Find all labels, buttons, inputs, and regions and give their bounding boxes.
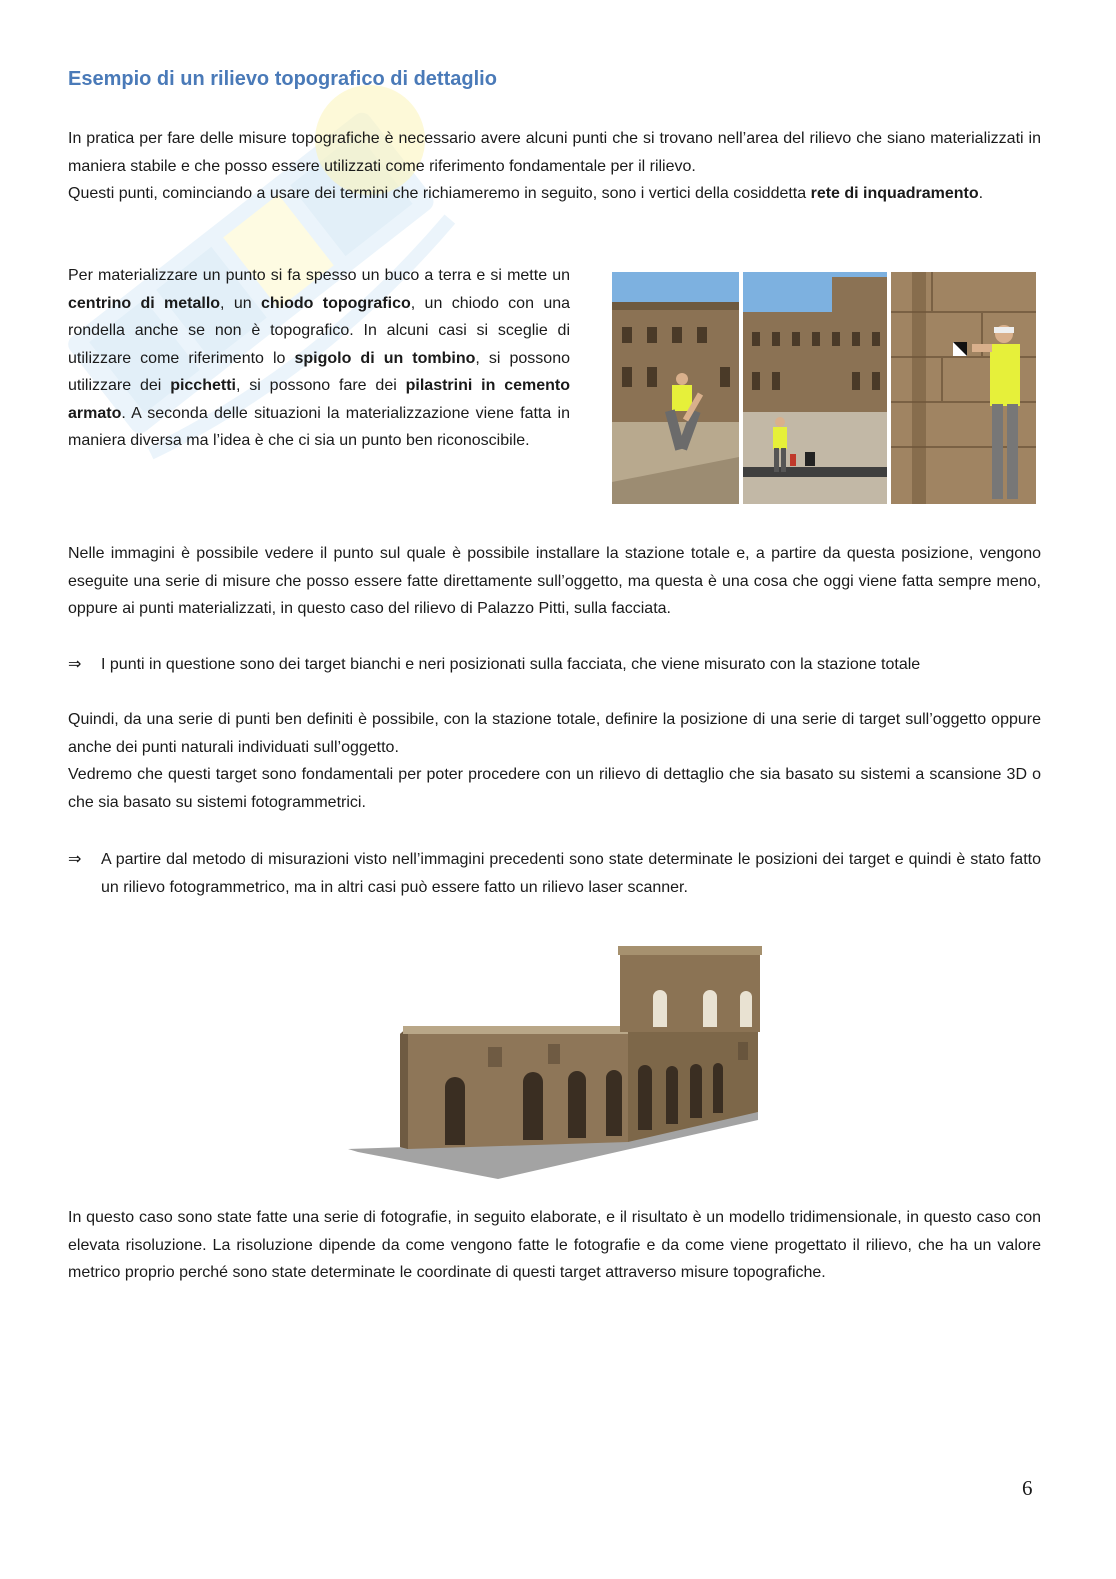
bold-term: chiodo topografico	[260, 294, 411, 312]
bold-term: pilastrini in cemento armato	[68, 377, 571, 422]
intro-paragraph-1: In pratica per fare delle misure topografiche è necessario avere alcuni punti che si trovano nell’area del rilievo che siano materializzati in maniera stabile e che posso essere utilizzati come riferimento fondamentale per il rilievo.	[68, 130, 1041, 175]
text-span: . A seconda delle situazioni la materializzazione viene fatta in maniera diversa ma l’idea è che ci sia un punto ben riconoscibile.	[68, 404, 570, 449]
bold-term: centrino di metallo	[68, 294, 221, 312]
intro-bold-term: rete di inquadramento	[810, 185, 979, 202]
text-span: Per materializzare un punto si fa spesso un buco a terra e si mette un	[68, 267, 570, 284]
vedremo-paragraph: Vedremo che questi target sono fondamentali per poter procedere con un rilievo di dettaglio che sia basato su sistemi a scansione 3D o che sia basato su sistemi fotogrammetrici.	[68, 766, 1041, 811]
arrow-bullet-text: A partire dal metodo di misurazioni visto nell’immagini precedenti sono state determinate le posizioni dei target e quindi è stato fatto un rilievo fotogrammetrico, ma in altri casi può essere fatto un rilievo laser scanner.	[101, 851, 1041, 896]
photo-operator-ground	[612, 272, 739, 504]
photogrammetric-model	[348, 942, 768, 1182]
arrow-bullet-1	[68, 651, 1041, 679]
page-heading: Esempio di un rilievo topografico di dettaglio	[68, 68, 497, 90]
arrow-right-icon: ⇒	[68, 851, 82, 868]
photo-target-facade	[891, 272, 1036, 504]
intro-paragraph-2	[68, 180, 1041, 208]
text-span: , un	[220, 294, 261, 312]
intro-text: Questi punti, cominciando a usare dei termini che richiameremo in seguito, sono i vertici della cosiddetta	[68, 185, 811, 202]
final-paragraph: In questo caso sono state fatte una serie di fotografie, in seguito elaborate, e il risultato è un modello tridimensionale, in questo caso con elevata risoluzione. La risoluzione dipende da come vengono fatte le fotografie e da come viene progettato il rilievo, che ha un valore metrico proprio perché sono state determinate le coordinate di questi target attraverso misure topografiche.	[68, 1209, 1041, 1281]
text-span: , si possono utilizzare dei	[68, 349, 571, 394]
arrow-bullet-2	[68, 846, 1041, 901]
images-paragraph: Nelle immagini è possibile vedere il punto sul quale è possibile installare la stazione totale e, a partire da questa posizione, vengono eseguite una serie di misure che posso essere fatte direttamente sull’oggetto, ma questa è una cosa che oggi viene fatta sempre meno, oppure ai punti materializzati, in questo caso del rilievo di Palazzo Pitti, sulla facciata.	[68, 545, 1041, 617]
bold-term: picchetti	[170, 377, 236, 394]
survey-photos	[612, 272, 1036, 504]
arrow-right-icon: ⇒	[68, 656, 82, 673]
text-span: , si possono fare dei	[235, 377, 406, 394]
materialize-paragraph	[68, 262, 570, 455]
photo-total-station	[743, 272, 887, 504]
bold-term: spigolo di un tombino	[294, 349, 476, 367]
arrow-bullet-text: I punti in questione sono dei target bianchi e neri posizionati sulla facciata, che viene misurato con la stazione totale	[101, 656, 921, 673]
intro-text-end: .	[978, 185, 984, 202]
page-number: 6	[1022, 1476, 1033, 1500]
quindi-paragraph: Quindi, da una serie di punti ben definiti è possibile, con la stazione totale, definire la posizione di una serie di target sull’oggetto oppure anche dei punti naturali individuati sull’oggetto.	[68, 711, 1041, 756]
text-span: , un chiodo con una rondella anche se non è topografico. In alcuni casi si sceglie di utilizzare come riferimento lo	[68, 294, 571, 367]
